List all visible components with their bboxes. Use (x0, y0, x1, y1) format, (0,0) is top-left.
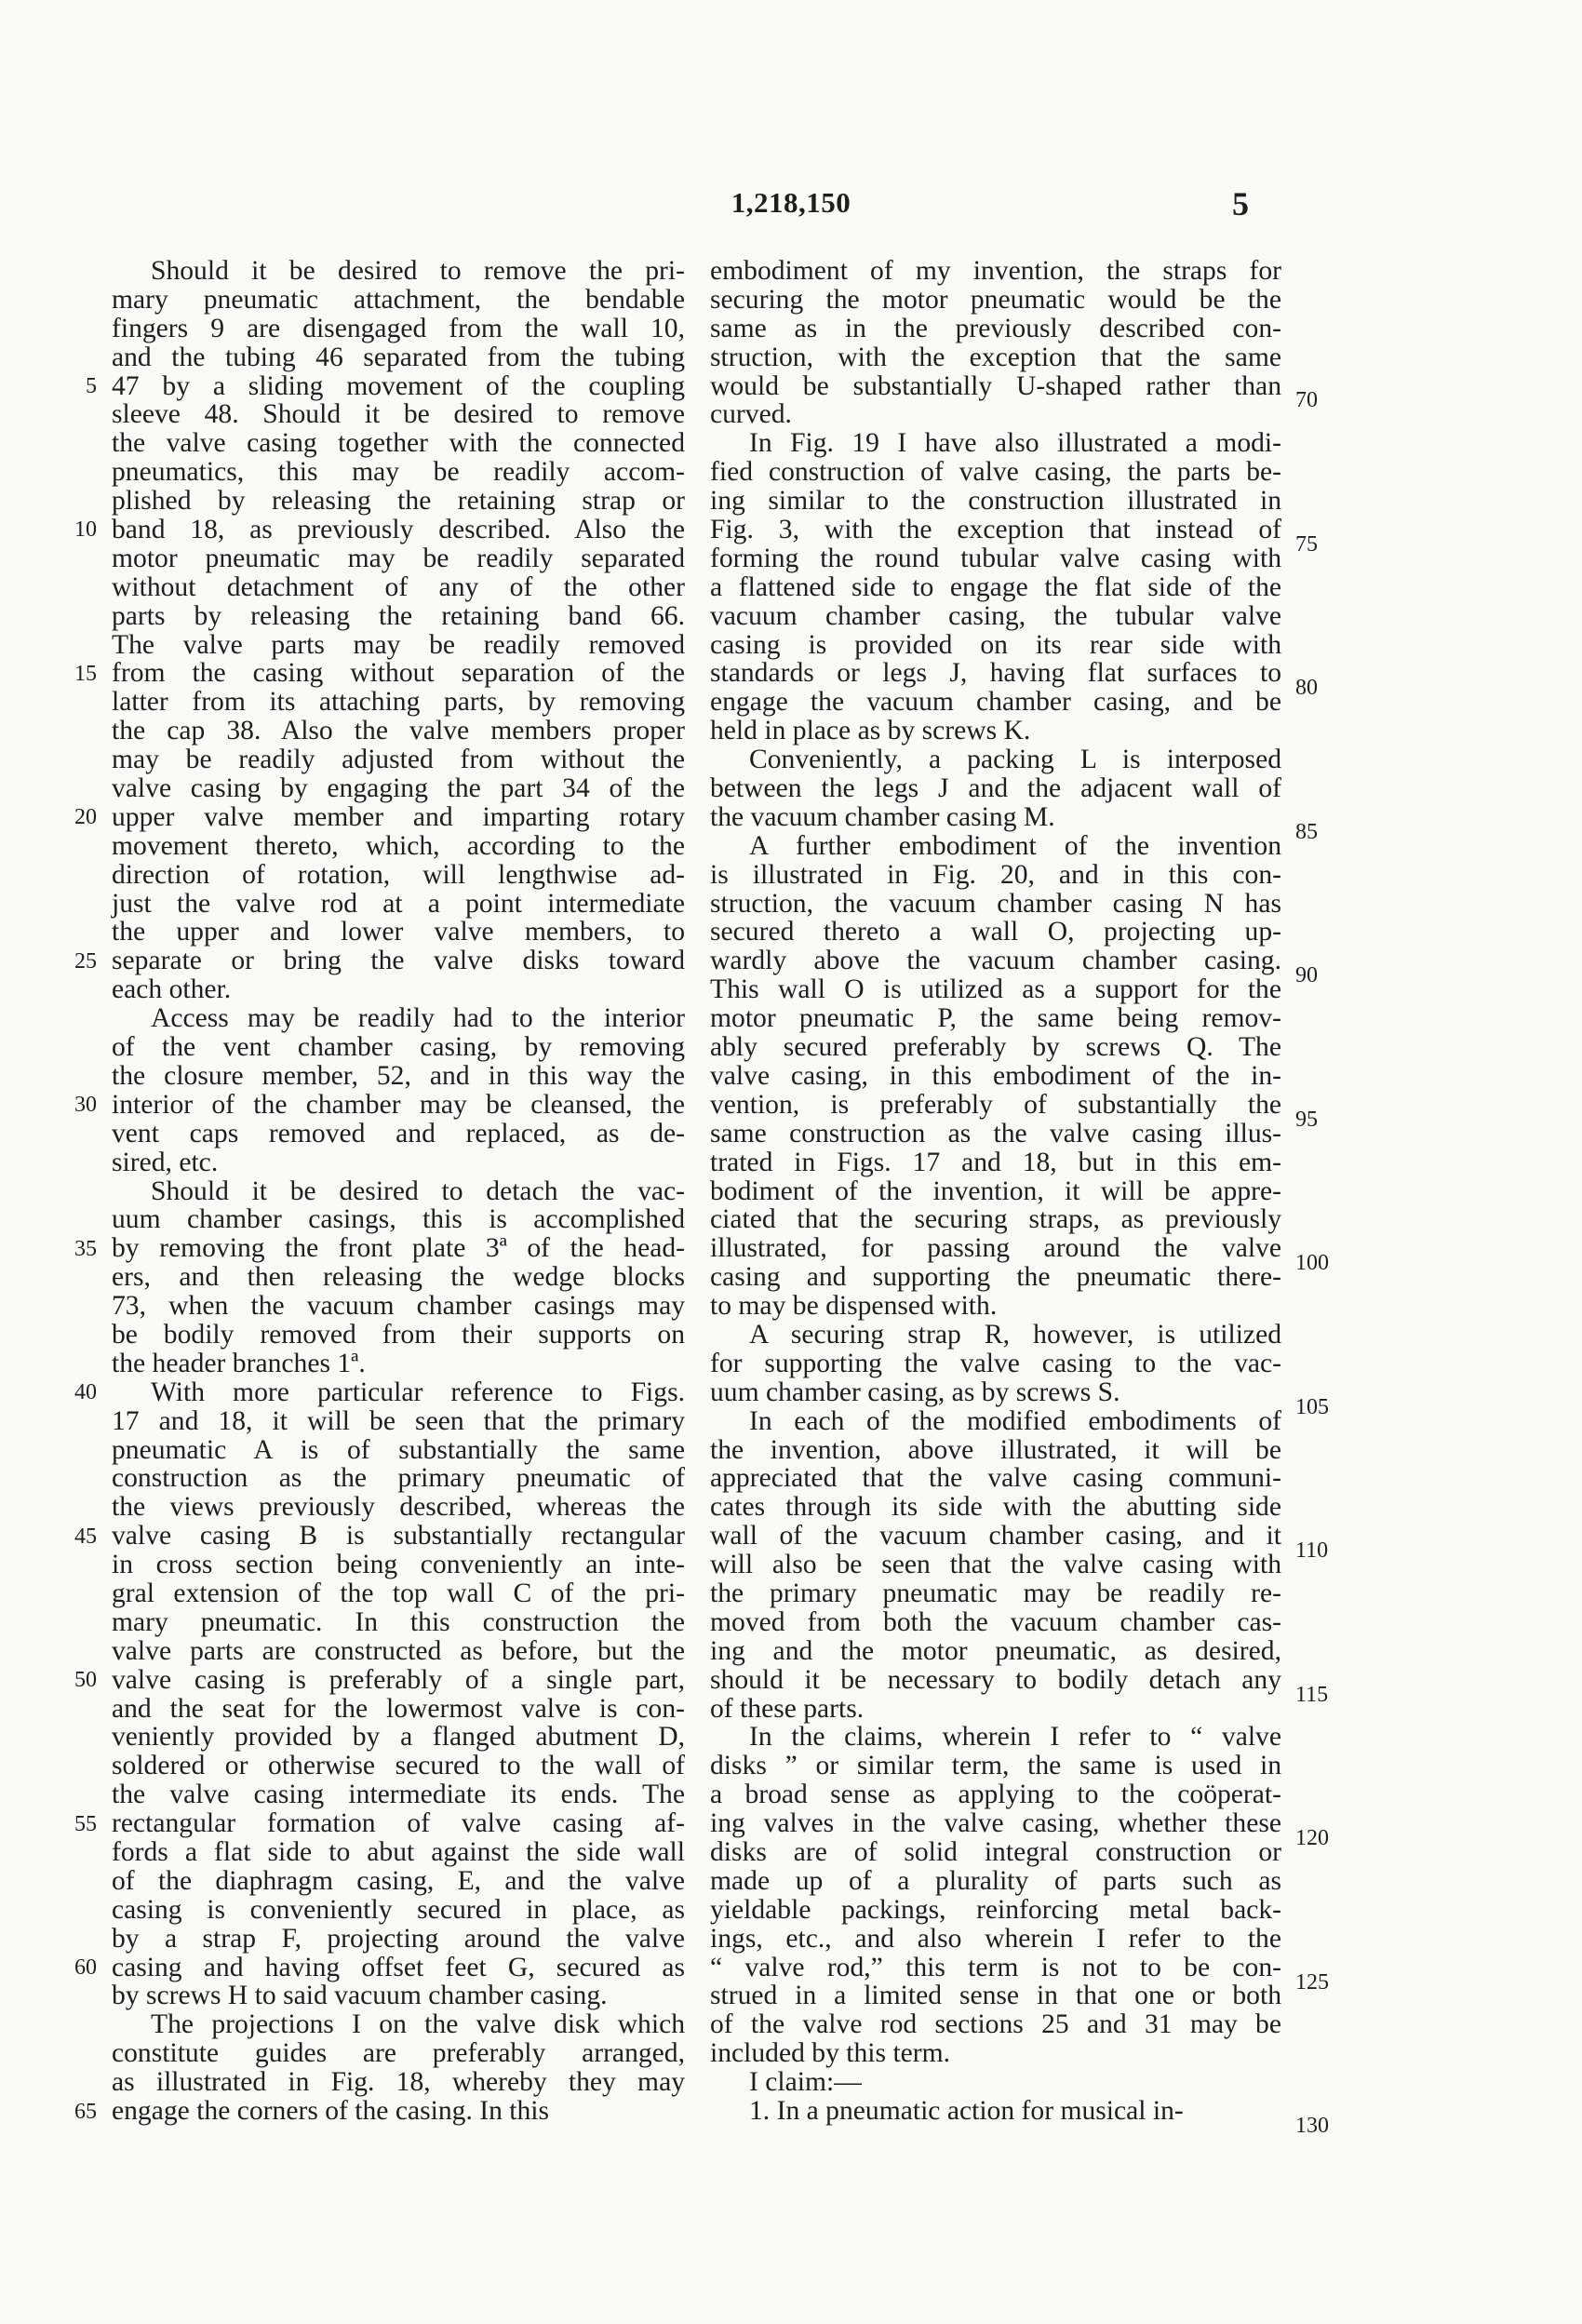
line-number: 15 (74, 661, 97, 686)
text-line: will also be seen that the valve casing with (710, 1550, 1281, 1580)
text-line: The projections I on the valve disk which (151, 2009, 685, 2040)
text-line: the vacuum chamber casing M. (710, 801, 1055, 832)
line-number: 65 (74, 2099, 97, 2124)
text-line: vention, is preferably of substantially the (710, 1089, 1281, 1120)
text-line: uum chamber casing, as by screws S. (710, 1377, 1120, 1407)
text-line: 17 and 18, it will be seen that the primary (112, 1405, 685, 1436)
line-number: 85 (1295, 819, 1318, 844)
text-line: illustrated, for passing around the valve (710, 1233, 1281, 1264)
line-number: 60 (74, 1955, 97, 1981)
text-line: the valve casing together with the connected (112, 428, 685, 459)
text-line: motor pneumatic may be readily separated (112, 543, 685, 573)
text-line: A further embodiment of the invention (749, 830, 1281, 861)
text-line: of the valve rod sections 25 and 31 may be (710, 2009, 1281, 2040)
text-line: motor pneumatic P, the same being remov- (710, 1003, 1281, 1034)
text-line: band 18, as previously described. Also the (112, 515, 685, 545)
text-line: for supporting the valve casing to the vac- (710, 1348, 1281, 1378)
text-line: engage the vacuum chamber casing, and be (710, 687, 1281, 718)
text-line: same as in the previously described con- (710, 313, 1281, 343)
line-number: 40 (74, 1380, 97, 1405)
line-number: 55 (74, 1811, 97, 1836)
line-number: 120 (1295, 1826, 1329, 1851)
text-line: secured thereto a wall O, projecting up- (710, 917, 1281, 947)
line-number: 100 (1295, 1251, 1329, 1276)
text-line: the upper and lower valve members, to (112, 917, 685, 947)
text-line: is illustrated in Fig. 20, and in this con- (710, 859, 1281, 890)
text-line: wardly above the vacuum chamber casing. (710, 946, 1281, 976)
text-line: valve casing B is substantially rectangular (112, 1521, 685, 1552)
text-line: the closure member, 52, and in this way the (112, 1060, 685, 1091)
line-number: 115 (1295, 1682, 1329, 1707)
text-line: from the casing without separation of the (112, 658, 685, 689)
text-line: forming the round tubular valve casing with (710, 543, 1281, 573)
text-line: rectangular formation of valve casing af- (112, 1808, 685, 1839)
text-line: included by this term. (710, 2038, 951, 2069)
text-line: valve casing by engaging the part 34 of the (112, 773, 685, 804)
line-number: 50 (74, 1668, 97, 1693)
text-line: fingers 9 are disengaged from the wall 10, (112, 313, 685, 343)
text-line: to may be dispensed with. (710, 1291, 998, 1322)
text-line: standards or legs J, having flat surfaces to (710, 658, 1281, 689)
text-line: disks are of solid integral construction or (710, 1836, 1281, 1867)
line-number: 105 (1295, 1394, 1329, 1419)
text-line: separate or bring the valve disks toward (112, 946, 685, 976)
text-line: Fig. 3, with the exception that instead of (710, 515, 1281, 545)
line-number: 75 (1295, 531, 1318, 557)
text-line: In the claims, wherein I refer to “ valve (749, 1722, 1281, 1753)
text-line: direction of rotation, will lengthwise ad- (112, 859, 685, 890)
text-line: ably secured preferably by screws Q. The (710, 1032, 1281, 1063)
text-line: casing and having offset feet G, secured as (112, 1952, 685, 1982)
text-line: ings, etc., and also wherein I refer to the (710, 1923, 1281, 1954)
line-number: 25 (74, 948, 97, 974)
text-line: mary pneumatic attachment, the bendable (112, 284, 685, 315)
text-line: should it be necessary to bodily detach any (710, 1664, 1281, 1695)
text-line: ciated that the securing straps, as previously (710, 1204, 1281, 1235)
text-line: ing valves in the valve casing, whether these (710, 1808, 1281, 1839)
text-line: 1. In a pneumatic action for musical in- (749, 2096, 1184, 2126)
text-line: strued in a limited sense in that one or both (710, 1981, 1281, 2011)
text-line: appreciated that the valve casing communi- (710, 1463, 1281, 1494)
text-line: without detachment of any of the other (112, 571, 685, 602)
text-line: In each of the modified embodiments of (749, 1405, 1281, 1436)
text-line: as illustrated in Fig. 18, whereby they may (112, 2067, 685, 2098)
text-line: pneumatic A is of substantially the same (112, 1434, 685, 1465)
text-line: interior of the chamber may be cleansed, the (112, 1089, 685, 1120)
text-line: veniently provided by a flanged abutment D, (112, 1722, 685, 1753)
text-line: struction, with the exception that the same (710, 342, 1281, 372)
text-line: A securing strap R, however, is utilized (749, 1319, 1281, 1350)
text-line: struction, the vacuum chamber casing N has (710, 888, 1281, 919)
text-line: With more particular reference to Figs. (151, 1377, 685, 1407)
line-number: 110 (1295, 1538, 1329, 1564)
line-number: 95 (1295, 1107, 1318, 1132)
line-number: 130 (1295, 2114, 1329, 2139)
text-line: fords a flat side to abut against the side wall (112, 1836, 685, 1867)
text-line: fied construction of valve casing, the parts be- (710, 457, 1281, 488)
text-line: plished by releasing the retaining strap or (112, 486, 685, 517)
text-line: by removing the front plate 3ª of the head- (112, 1233, 685, 1264)
text-line: made up of a plurality of parts such as (710, 1865, 1281, 1896)
text-line: sleeve 48. Should it be desired to remove (112, 399, 685, 430)
text-line: the invention, above illustrated, it will be (710, 1434, 1281, 1465)
text-line: movement thereto, which, according to the (112, 830, 685, 861)
text-line: may be readily adjusted from without the (112, 745, 685, 775)
text-line: The valve parts may be readily removed (112, 629, 685, 660)
text-line: and the seat for the lowermost valve is con- (112, 1693, 685, 1724)
text-line: be bodily removed from their supports on (112, 1319, 685, 1350)
text-line: same construction as the valve casing illus- (710, 1118, 1281, 1149)
text-line: by screws H to said vacuum chamber casing. (112, 1981, 608, 2011)
text-line: a flattened side to engage the flat side of the (710, 571, 1281, 602)
text-line: the views previously described, whereas the (112, 1492, 685, 1523)
text-line: latter from its attaching parts, by removing (112, 687, 685, 718)
text-line: moved from both the vacuum chamber cas- (710, 1606, 1281, 1637)
line-number: 5 (86, 373, 97, 398)
text-line: pneumatics, this may be readily accom- (112, 457, 685, 488)
text-line: curved. (710, 399, 792, 430)
text-line: 73, when the vacuum chamber casings may (112, 1291, 685, 1322)
text-line: upper valve member and imparting rotary (112, 801, 685, 832)
text-line: vent caps removed and replaced, as de- (112, 1118, 685, 1149)
text-line: parts by releasing the retaining band 66. (112, 600, 685, 631)
text-line: engage the corners of the casing. In this (112, 2096, 550, 2126)
text-line: would be substantially U-shaped rather than (710, 370, 1281, 401)
text-line: in cross section being conveniently an inte- (112, 1550, 685, 1580)
text-line: valve parts are constructed as before, but the (112, 1635, 685, 1666)
text-line: yieldable packings, reinforcing metal back- (710, 1894, 1281, 1925)
text-line: 47 by a sliding movement of the coupling (112, 370, 685, 401)
line-number: 45 (74, 1524, 97, 1549)
text-line: uum chamber casings, this is accomplished (112, 1204, 685, 1235)
text-line: Should it be desired to detach the vac- (151, 1175, 685, 1206)
text-line: just the valve rod at a point intermediate (112, 888, 685, 919)
line-number: 10 (74, 517, 97, 543)
line-number: 80 (1295, 676, 1318, 701)
text-line: the header branches 1ª. (112, 1348, 366, 1378)
text-line: soldered or otherwise secured to the wall of (112, 1751, 685, 1781)
text-line: mary pneumatic. In this construction the (112, 1606, 685, 1637)
text-line: ers, and then releasing the wedge blocks (112, 1262, 685, 1293)
text-line: Should it be desired to remove the pri- (151, 256, 685, 286)
text-line: a broad sense as applying to the coöperat- (710, 1780, 1281, 1810)
text-line: of these parts. (710, 1693, 865, 1724)
text-line: the cap 38. Also the valve members proper (112, 716, 685, 746)
line-number: 90 (1295, 963, 1318, 988)
text-line: Conveniently, a packing L is interposed (749, 745, 1281, 775)
text-line: disks ” or similar term, the same is used in (710, 1751, 1281, 1781)
patent-number: 1,218,150 (731, 186, 851, 219)
text-line: bodiment of the invention, it will be appre- (710, 1175, 1281, 1206)
text-line: In Fig. 19 I have also illustrated a modi- (749, 428, 1281, 459)
text-line: of the diaphragm casing, E, and the valve (112, 1865, 685, 1896)
line-number: 125 (1295, 1969, 1329, 1995)
text-line: vacuum chamber casing, the tubular valve (710, 600, 1281, 631)
text-line: the valve casing intermediate its ends. The (112, 1780, 685, 1810)
text-line: valve casing, in this embodiment of the in- (710, 1060, 1281, 1091)
text-line: construction as the primary pneumatic of (112, 1463, 685, 1494)
page-number: 5 (1232, 185, 1249, 222)
line-number: 35 (74, 1236, 97, 1261)
text-line: Access may be readily had to the interior (151, 1003, 685, 1034)
text-line: gral extension of the top wall C of the pri- (112, 1578, 685, 1608)
text-line: I claim:— (749, 2067, 862, 2098)
text-line: ing and the motor pneumatic, as desired, (710, 1635, 1281, 1666)
text-line: by a strap F, projecting around the valve (112, 1923, 685, 1954)
text-line: casing and supporting the pneumatic there- (710, 1262, 1281, 1293)
line-number: 20 (74, 805, 97, 830)
line-number: 70 (1295, 388, 1318, 413)
text-line: and the tubing 46 separated from the tubing (112, 342, 685, 372)
text-line: the primary pneumatic may be readily re- (710, 1578, 1281, 1608)
right-text-column (710, 257, 1281, 2126)
left-text-column (112, 257, 685, 2126)
text-line: valve casing is preferably of a single part, (112, 1664, 685, 1695)
text-line: securing the motor pneumatic would be the (710, 284, 1281, 315)
text-line: embodiment of my invention, the straps for (710, 256, 1281, 286)
text-line: each other. (112, 974, 232, 1005)
text-line: constitute guides are preferably arranged, (112, 2038, 685, 2069)
text-line: between the legs J and the adjacent wall of (710, 773, 1281, 804)
text-line: trated in Figs. 17 and 18, but in this em- (710, 1147, 1281, 1177)
text-line: of the vent chamber casing, by removing (112, 1032, 685, 1063)
text-line: cates through its side with the abutting side (710, 1492, 1281, 1523)
text-line: held in place as by screws K. (710, 716, 1031, 746)
line-number: 30 (74, 1093, 97, 1118)
text-line: sired, etc. (112, 1147, 219, 1177)
text-line: “ valve rod,” this term is not to be con- (710, 1952, 1281, 1982)
text-line: ing similar to the construction illustrated in (710, 486, 1281, 517)
text-line: casing is conveniently secured in place, as (112, 1894, 685, 1925)
text-line: This wall O is utilized as a support for the (710, 974, 1281, 1005)
text-line: wall of the vacuum chamber casing, and it (710, 1521, 1281, 1552)
text-line: casing is provided on its rear side with (710, 629, 1281, 660)
